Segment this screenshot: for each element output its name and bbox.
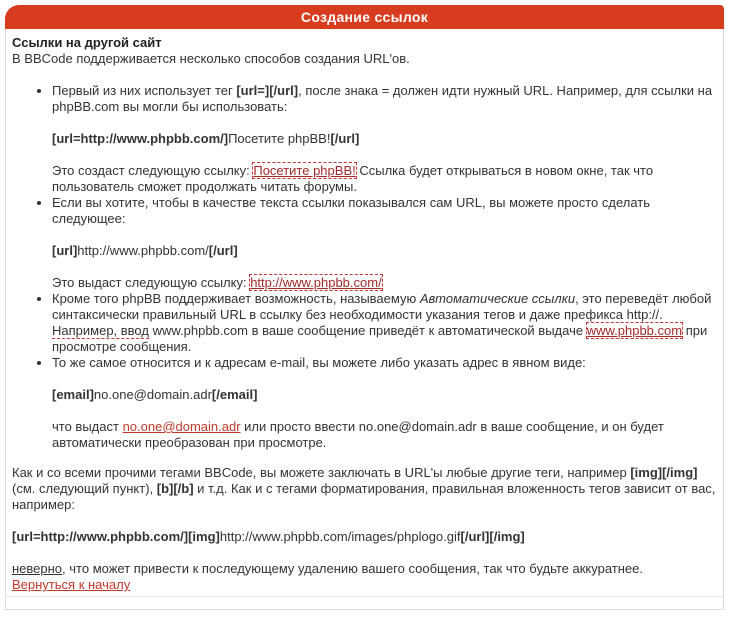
code-close-tag: [/url]	[208, 243, 238, 258]
text-fragment: (см. следующий пункт),	[12, 481, 157, 496]
warning-paragraph	[12, 561, 717, 577]
text-fragment: при просмотре сообщения.	[52, 323, 708, 354]
text-fragment: Это создаст следующую ссылку:	[52, 163, 254, 178]
code-content: http://www.phpbb.com/images/phplogo.gif	[219, 529, 461, 544]
email-link[interactable]: no.one@domain.adr	[122, 419, 241, 434]
content-box	[5, 29, 724, 610]
code-close-tag: [/url]	[330, 131, 360, 146]
code-example	[52, 131, 717, 147]
list-item	[52, 195, 717, 291]
text-fragment: www.phpbb.com в ваше сообщение приведёт к автоматической выдаче	[148, 323, 587, 338]
example-link[interactable]: Посетите phpBB!	[253, 163, 356, 178]
example-link[interactable]: www.phpbb.com	[586, 323, 683, 338]
code-close-tag: [/url][/img]	[460, 529, 525, 544]
list-item	[52, 291, 717, 355]
underlined-text: неверно	[12, 561, 63, 576]
code-example	[52, 243, 717, 259]
back-to-top-link[interactable]: Вернуться к началу	[12, 577, 131, 592]
methods-list	[12, 83, 717, 451]
list-item	[52, 355, 717, 451]
text-fragment: Кроме того phpBB поддерживает возможность, называемую	[52, 291, 420, 306]
section-header: Создание ссылок	[5, 5, 724, 29]
code-example	[52, 387, 717, 403]
code-open-tag: [email]	[52, 387, 94, 402]
text-fragment: , что может привести к последующему удалению вашего сообщения, так что будьте аккуратнее.	[62, 561, 643, 576]
tag-text: [url=][/url]	[236, 83, 299, 98]
code-example	[12, 529, 717, 545]
list-item	[52, 83, 717, 195]
text-fragment: Как и со всеми прочими тегами BBCode, вы можете заключать в URL'ы любые другие теги, например	[12, 465, 631, 480]
text-fragment: или просто ввести no.one@domain.adr в ваше сообщение, и он будет автоматически преобразован при просмотре.	[52, 419, 664, 450]
code-open-tag: [url]	[52, 243, 78, 258]
code-content: Посетите phpBB!	[228, 131, 331, 146]
code-content: no.one@domain.adr	[93, 387, 212, 402]
text-fragment: , после знака = должен идти нужный URL. Например, для ссылки на phpBB.com вы могли бы использовать:	[52, 83, 713, 114]
code-open-tag: [url=http://www.phpbb.com/]	[52, 131, 229, 146]
example-link[interactable]: http://www.phpbb.com/	[250, 275, 382, 290]
tag-text: [b][/b]	[156, 481, 194, 496]
text-fragment: Ссылка будет открываться в новом окне, так что пользователь сможет продолжать читать форумы.	[52, 163, 654, 194]
text-fragment: То же самое относится и к адресам e-mail, вы можете либо указать адрес в явном виде:	[52, 355, 586, 370]
text-fragment: , это переведёт любой синтаксически правильный URL в ссылку без необходимости указания тегов и даже префикса http://.	[52, 291, 712, 322]
text-fragment: Первый из них использует тег	[52, 83, 237, 98]
code-content: http://www.phpbb.com/	[77, 243, 209, 258]
dotted-underline-text: Например, ввод	[52, 323, 149, 338]
tag-text: [img][/img]	[630, 465, 698, 480]
code-close-tag: [/email]	[211, 387, 258, 402]
intro-text: В BBCode поддерживается несколько способов создания URL'ов.	[12, 51, 410, 66]
nesting-paragraph	[12, 465, 717, 513]
question-title: Ссылки на другой сайт	[12, 35, 162, 50]
text-fragment: и т.д. Как и с тегами форматирования, правильная вложенность тегов зависит от вас, например:	[12, 481, 716, 512]
divider	[6, 596, 723, 605]
text-fragment: что выдаст	[52, 419, 123, 434]
code-open-tag: [url=http://www.phpbb.com/][img]	[12, 529, 220, 544]
emphasis-text: Автоматические ссылки	[419, 291, 576, 306]
text-fragment: Если вы хотите, чтобы в качестве текста ссылки показывался сам URL, вы можете просто сделать следующее:	[52, 195, 651, 226]
faq-block	[5, 5, 724, 610]
text-fragment: Это выдаст следующую ссылку:	[52, 275, 251, 290]
